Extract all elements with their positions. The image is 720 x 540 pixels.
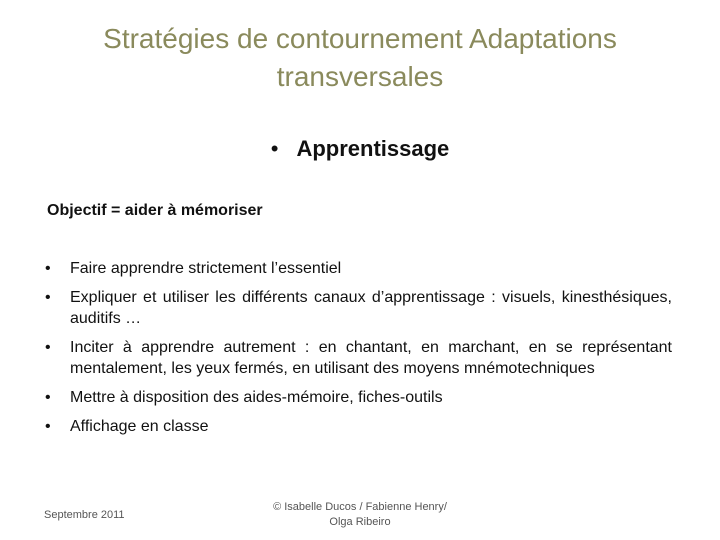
list-item-text: Inciter à apprendre autrement : en chantant, en marchant, en se représentant mentalement, les yeux fermés, en utilisant des moyens mnémotechniques [70, 339, 672, 377]
bullet-icon: • [270, 136, 279, 161]
list-item [45, 337, 672, 379]
bullet-icon: • [45, 339, 51, 356]
slide-subtitle [0, 136, 720, 162]
footer-date: Septembre 2011 [44, 509, 125, 521]
subtitle-text: Apprentissage [296, 136, 450, 161]
list-item-text: Mettre à disposition des aides-mémoire, fiches-outils [70, 389, 443, 406]
list-item-text: Affichage en classe [70, 418, 209, 435]
bullet-icon: • [45, 389, 51, 406]
slide-title: Stratégies de contournement Adaptations transversales [103, 23, 617, 92]
footer-copyright [240, 500, 480, 530]
objective-text: Objectif = aider à mémoriser [47, 202, 263, 219]
list-item [45, 387, 672, 408]
bullet-list [45, 258, 672, 445]
bullet-icon: • [45, 289, 51, 306]
bullet-icon: • [45, 418, 51, 435]
list-item [45, 258, 672, 279]
bullet-icon: • [45, 260, 51, 277]
copyright-line-1: © Isabelle Ducos / Fabienne Henry/ [273, 501, 447, 513]
list-item [45, 416, 672, 437]
list-item-text: Faire apprendre strictement l’essentiel [70, 260, 342, 277]
list-item [45, 287, 672, 329]
list-item-text: Expliquer et utiliser les différents canaux d’apprentissage : visuels, kinesthésiques, auditifs … [70, 289, 672, 327]
copyright-line-2: Olga Ribeiro [329, 516, 391, 528]
